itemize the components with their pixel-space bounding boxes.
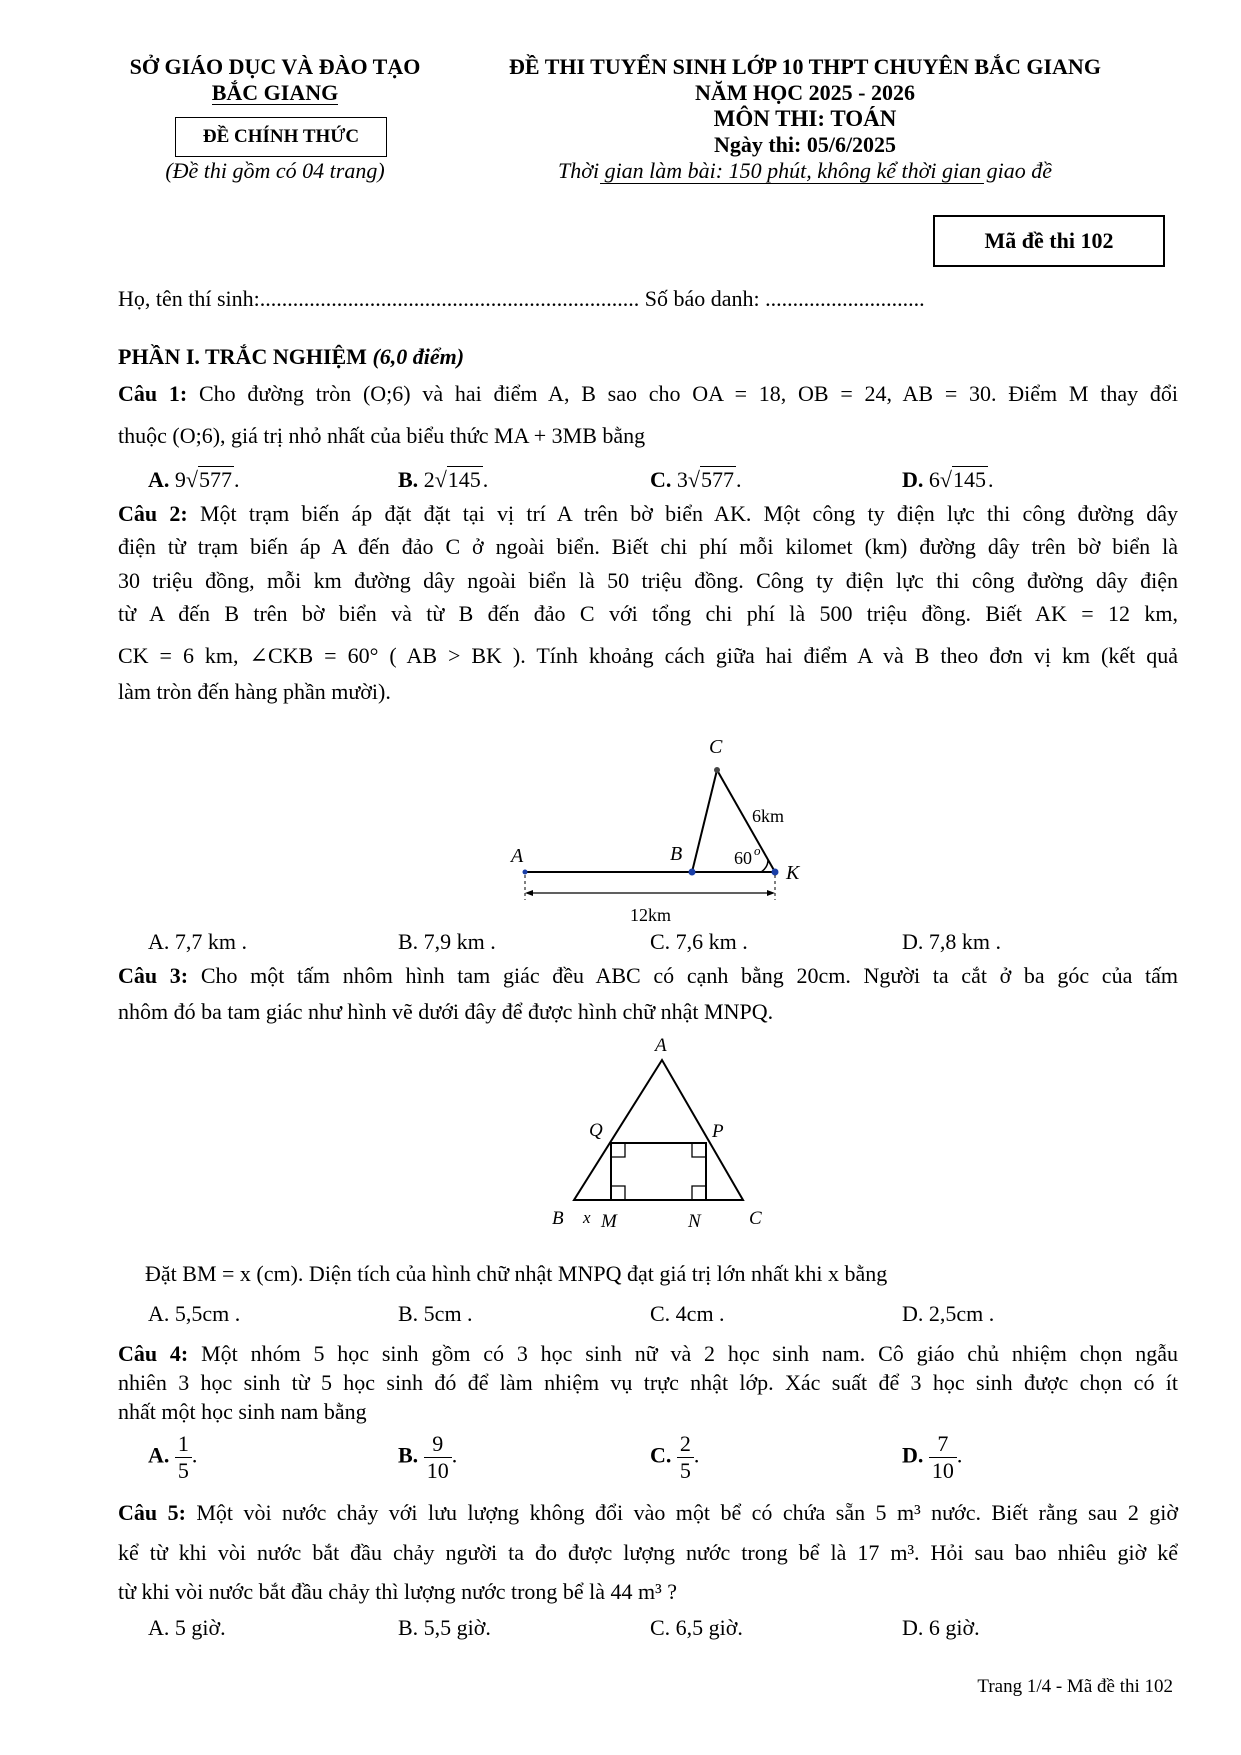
- candidate-line: [118, 285, 1178, 313]
- label-a: A: [511, 845, 524, 867]
- part1-heading: PHẦN I. TRẮC NGHIỆM (6,0 điểm): [118, 344, 465, 369]
- q5-line3: từ khi vòi nước bắt đầu chảy thì lượng nước trong bể là 44 m³ ?: [118, 1579, 678, 1604]
- q2-line3: 30 triệu đồng, mỗi km đường dây ngoài biển là 50 triệu đồng. Công ty điện lực thi công đường dây điện: [118, 568, 1178, 593]
- q4-option-c: C. $\frac{2}{5}$ .: [650, 1431, 700, 1483]
- q3-option-d: D. 2,5cm .: [902, 1301, 995, 1326]
- q5-option-d: D. 6 giờ.: [902, 1615, 980, 1640]
- right-angle-n: [692, 1186, 706, 1200]
- dim-arrow-right: [767, 890, 775, 896]
- q2-option-c: C. 7,6 km .: [650, 929, 748, 954]
- candidate-id-field: Số báo danh: .............................: [644, 286, 925, 311]
- exam-title: ĐỀ THI TUYỂN SINH LỚP 10 THPT CHUYÊN BẮC GIANG: [509, 54, 1101, 79]
- q1-line2: thuộc (O;6), giá trị nhỏ nhất của biểu thức MA + 3MB bằng: [118, 423, 646, 448]
- q1-line1: Câu 1: Cho đường tròn (O;6) và hai điểm A, B sao cho OA = 18, OB = 24, AB = 30. Điểm M thay đổi: [118, 381, 1179, 406]
- point-c: [714, 767, 720, 773]
- official-exam-box: ĐỀ CHÍNH THỨC: [175, 117, 387, 157]
- candidate-name-field: Họ, tên thí sinh:.....................................................................: [118, 286, 640, 311]
- q5-option-b: B. 5,5 giờ.: [398, 1615, 491, 1640]
- q3-figure: [540, 1035, 780, 1240]
- q4-line3: nhất một học sinh nam bằng: [118, 1399, 367, 1424]
- dim-arrow-left: [525, 890, 533, 896]
- q3-option-a: A. 5,5cm .: [148, 1301, 241, 1326]
- q4-line1: Câu 4: Một nhóm 5 học sinh gồm có 3 học sinh nữ và 2 học sinh nam. Cô giáo chủ nhiệm chọn ngẫu: [118, 1341, 1178, 1366]
- q5-option-c: C. 6,5 giờ.: [650, 1615, 743, 1640]
- exam-code-box: Mã đề thi 102: [933, 215, 1165, 267]
- right-angle-p: [692, 1143, 706, 1157]
- q3-option-c: C. 4cm .: [650, 1301, 725, 1326]
- q2-figure: [480, 735, 830, 935]
- header-divider: [600, 183, 984, 184]
- label-degree: o: [754, 843, 761, 858]
- exam-date: Ngày thi: 05/6/2025: [713, 132, 897, 157]
- q3-line2: nhôm đó ba tam giác như hình vẽ dưới đây để được hình chữ nhật MNPQ.: [118, 999, 774, 1024]
- label-m: M: [601, 1211, 617, 1232]
- department-name: SỞ GIÁO DỤC VÀ ĐÀO TẠO BẮC GIANG: [129, 54, 421, 105]
- q5-option-a: A. 5 giờ.: [148, 1615, 226, 1640]
- label-ak: 12km: [630, 905, 672, 925]
- label-b: B: [552, 1208, 564, 1229]
- q1-option-a: A. 9√577.: [148, 467, 240, 492]
- q3-option-b: B. 5cm .: [398, 1301, 473, 1326]
- q2-option-d: D. 7,8 km .: [902, 929, 1001, 954]
- subject: MÔN THI: TOÁN: [713, 106, 897, 131]
- label-q: Q: [589, 1120, 603, 1141]
- q5-line2: kể từ khi vòi nước bắt đầu chảy người ta đo được lượng nước trong bể là 17 m³. Hỏi sau bao nhiêu giờ kể: [118, 1540, 1178, 1565]
- right-angle-m: [611, 1186, 625, 1200]
- q4-option-b: B. $\frac{9}{10}$ .: [398, 1431, 458, 1483]
- q2-line1: Câu 2: Một trạm biến áp đặt đặt tại vị trí A trên bờ biển AK. Một công ty điện lực thi công đường dây: [118, 501, 1179, 526]
- point-b: [689, 869, 696, 876]
- page-footer: Trang 1/4 - Mã đề thi 102: [977, 1676, 1173, 1697]
- q4-option-d: D. $\frac{7}{10}$ .: [902, 1431, 963, 1483]
- pages-note: (Đề thi gồm có 04 trang): [165, 158, 385, 183]
- q3-prompt: Đặt BM = x (cm). Diện tích của hình chữ nhật MNPQ đạt giá trị lớn nhất khi x bằng: [145, 1261, 888, 1286]
- point-k: [772, 869, 779, 876]
- q2-line2: điện từ trạm biến áp A đến đảo C ở ngoài biển. Biết chi phí mỗi kilomet (km) đường dây trên bờ biển là: [118, 534, 1178, 559]
- label-a: A: [655, 1035, 667, 1056]
- angle-arc: [761, 860, 768, 872]
- label-k: K: [786, 862, 800, 884]
- school-year: NĂM HỌC 2025 - 2026: [695, 80, 915, 105]
- q2-option-b: B. 7,9 km .: [398, 929, 496, 954]
- q1-option-c: C. 3√577.: [650, 467, 742, 492]
- exam-title-block: [460, 54, 1150, 158]
- segment-bc: [692, 770, 717, 872]
- q1-option-b: B. 2√145.: [398, 467, 489, 492]
- label-angle: 60: [734, 848, 752, 868]
- q2-line4: từ A đến B trên bờ biển và từ B đến đảo C với tổng chi phí là 500 triệu đồng. Biết AK = 12 km,: [118, 601, 1178, 626]
- label-p: P: [712, 1121, 724, 1142]
- label-c: C: [709, 736, 723, 758]
- q3-line1: Câu 3: Cho một tấm nhôm hình tam giác đều ABC có cạnh bằng 20cm. Người ta cắt ở ba góc của tấm: [118, 963, 1179, 988]
- time-note: Thời gian làm bài: 150 phút, không kể thời gian giao đề: [557, 158, 1052, 183]
- label-n: N: [688, 1211, 701, 1232]
- q2-line5: CK = 6 km, ∠CKB = 60° ( AB > BK ). Tính khoảng cách giữa hai điểm A và B theo đơn vị km (kết quả: [118, 643, 1178, 668]
- q4-option-a: A. $\frac{1}{5}$ .: [148, 1431, 198, 1483]
- label-c: C: [749, 1208, 762, 1229]
- q1-option-d: D. 6√145.: [902, 467, 994, 492]
- q5-line1: Câu 5: Một vòi nước chảy với lưu lượng không đổi vào một bể có chứa sẵn 5 m³ nước. Biết rằng sau 2 giờ: [118, 1500, 1179, 1525]
- q4-line2: nhiên 3 học sinh từ 5 học sinh đó để làm nhiệm vụ trực nhật lớp. Xác suất để 3 học sinh được chọn có ít: [118, 1370, 1178, 1395]
- label-x: x: [583, 1208, 591, 1227]
- label-b: B: [670, 843, 683, 865]
- label-ck: 6km: [752, 806, 785, 826]
- right-angle-q: [611, 1143, 625, 1157]
- q2-line6: làm tròn đến hàng phần mười).: [118, 679, 391, 704]
- q2-option-a: A. 7,7 km .: [148, 929, 247, 954]
- point-a: [523, 870, 528, 875]
